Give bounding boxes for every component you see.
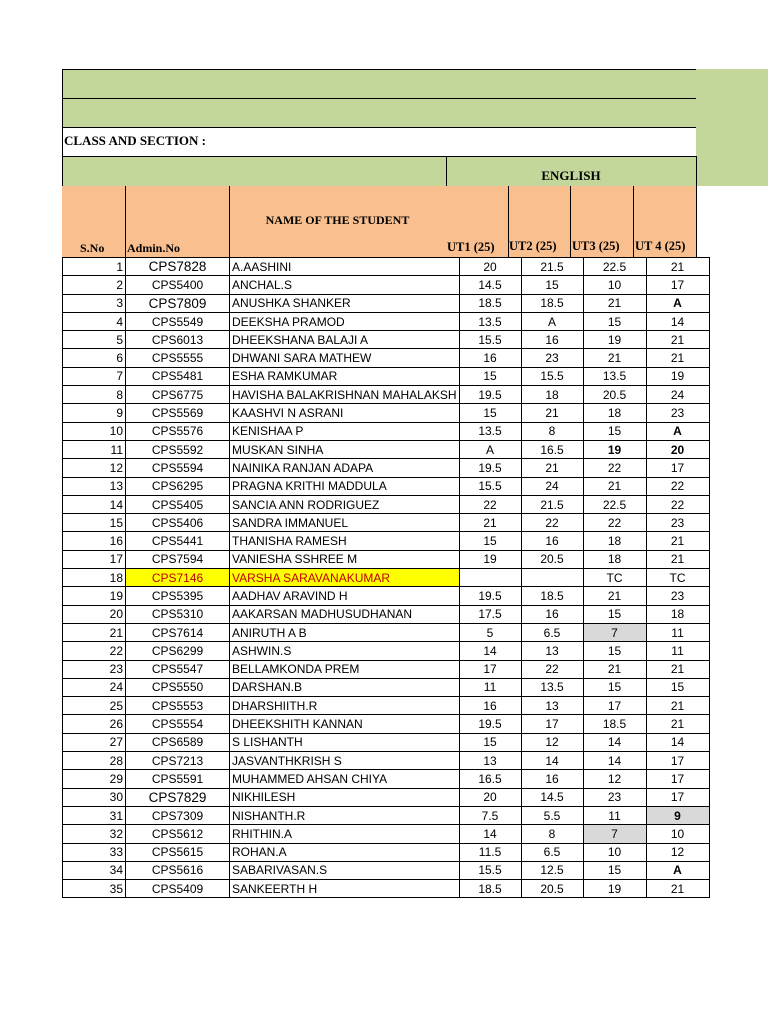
ut1-cell: 19.5 <box>459 587 521 605</box>
sno-cell: 5 <box>63 331 126 349</box>
table-row <box>63 569 710 587</box>
student-name-cell: THANISHA RAMESH <box>230 532 460 550</box>
sno-cell: 29 <box>63 770 126 788</box>
student-name-cell: KENISHAA P <box>230 422 460 440</box>
ut1-cell: 18.5 <box>459 880 521 898</box>
admin-no-cell: CPS7828 <box>126 258 230 276</box>
ut4-cell: 20 <box>646 440 709 458</box>
ut1-cell: 17.5 <box>459 605 521 623</box>
header-sno: S.No <box>80 241 105 255</box>
ut4-cell: 22 <box>646 477 709 495</box>
ut2-cell: 8 <box>521 825 583 843</box>
ut2-cell <box>521 569 583 587</box>
student-name-cell: AADHAV ARAVIND H <box>230 587 460 605</box>
sno-cell: 2 <box>63 276 126 294</box>
ut3-cell: 15 <box>583 422 646 440</box>
sno-cell: 1 <box>63 258 126 276</box>
sno-cell: 31 <box>63 806 126 824</box>
ut3-cell: 15 <box>583 678 646 696</box>
ut3-cell: 18 <box>583 550 646 568</box>
admin-no-cell: CPS5569 <box>126 404 230 422</box>
sno-cell: 30 <box>63 788 126 806</box>
ut3-cell: 22 <box>583 514 646 532</box>
student-name-cell: ANIRUTH A B <box>230 623 460 641</box>
col-border <box>125 186 126 257</box>
sno-cell: 25 <box>63 697 126 715</box>
ut4-cell: 10 <box>646 825 709 843</box>
student-name-cell: ESHA RAMKUMAR <box>230 367 460 385</box>
ut3-cell: 22 <box>583 459 646 477</box>
student-name-cell: PRAGNA KRITHI MADDULA <box>230 477 460 495</box>
ut4-cell: 21 <box>646 258 709 276</box>
ut1-cell: 20 <box>459 258 521 276</box>
admin-no-cell: CPS5405 <box>126 495 230 513</box>
ut1-cell: 19.5 <box>459 459 521 477</box>
ut2-cell: 21 <box>521 404 583 422</box>
sno-cell: 20 <box>63 605 126 623</box>
admin-no-cell: CPS5594 <box>126 459 230 477</box>
ut4-cell: 21 <box>646 331 709 349</box>
ut4-cell: 17 <box>646 459 709 477</box>
student-name-cell: DARSHAN.B <box>230 678 460 696</box>
sno-cell: 6 <box>63 349 126 367</box>
sno-cell: 7 <box>63 367 126 385</box>
table-row <box>63 806 710 824</box>
ut2-cell: 13 <box>521 642 583 660</box>
table-row <box>63 843 710 861</box>
ut2-cell: 14.5 <box>521 788 583 806</box>
ut2-cell: 22 <box>521 514 583 532</box>
ut3-cell: 10 <box>583 276 646 294</box>
ut4-cell: 23 <box>646 514 709 532</box>
admin-no-cell: CPS5555 <box>126 349 230 367</box>
header-ut3: UT3 (25) <box>572 239 620 253</box>
ut1-cell: 11.5 <box>459 843 521 861</box>
table-row <box>63 404 710 422</box>
ut4-cell: 21 <box>646 349 709 367</box>
ut4-cell: A <box>646 294 709 312</box>
admin-no-cell: CPS7809 <box>126 294 230 312</box>
ut2-cell: 18.5 <box>521 587 583 605</box>
student-name-cell: SANCIA ANN RODRIGUEZ <box>230 495 460 513</box>
ut4-cell: A <box>646 861 709 879</box>
ut2-cell: 21 <box>521 459 583 477</box>
header-ut2: UT2 (25) <box>509 239 557 253</box>
ut3-cell: 7 <box>583 825 646 843</box>
admin-no-cell: CPS5591 <box>126 770 230 788</box>
ut1-cell: 5 <box>459 623 521 641</box>
ut3-cell: 21 <box>583 477 646 495</box>
sno-cell: 24 <box>63 678 126 696</box>
table-row <box>63 880 710 898</box>
student-name-cell: DHWANI SARA MATHEW <box>230 349 460 367</box>
ut4-cell: 17 <box>646 788 709 806</box>
sno-cell: 28 <box>63 752 126 770</box>
sno-cell: 10 <box>63 422 126 440</box>
row-border <box>62 156 696 157</box>
ut2-cell: 12.5 <box>521 861 583 879</box>
admin-no-cell: CPS5481 <box>126 367 230 385</box>
ut2-cell: 15 <box>521 276 583 294</box>
ut3-cell: 17 <box>583 697 646 715</box>
admin-no-cell: CPS7309 <box>126 806 230 824</box>
sno-cell: 16 <box>63 532 126 550</box>
table-row <box>63 276 710 294</box>
ut2-cell: 12 <box>521 733 583 751</box>
ut3-cell: 18 <box>583 532 646 550</box>
ut4-cell: 23 <box>646 587 709 605</box>
table-row <box>63 642 710 660</box>
student-name-cell: NAINIKA RANJAN ADAPA <box>230 459 460 477</box>
admin-no-cell: CPS5409 <box>126 880 230 898</box>
ut1-cell: 19 <box>459 550 521 568</box>
table-row <box>63 477 710 495</box>
ut4-cell: 24 <box>646 386 709 404</box>
admin-no-cell: CPS6299 <box>126 642 230 660</box>
sno-cell: 32 <box>63 825 126 843</box>
row-border <box>62 69 696 70</box>
table-row <box>63 331 710 349</box>
ut2-cell: 6.5 <box>521 843 583 861</box>
ut4-cell: 17 <box>646 770 709 788</box>
header-admin-no: Admin.No <box>127 241 181 255</box>
sno-cell: 23 <box>63 660 126 678</box>
ut1-cell: 7.5 <box>459 806 521 824</box>
ut1-cell: 19.5 <box>459 386 521 404</box>
ut3-cell: 18 <box>583 404 646 422</box>
ut4-cell: 17 <box>646 752 709 770</box>
header-ut1: UT1 (25) <box>447 240 495 254</box>
ut4-cell: 18 <box>646 605 709 623</box>
ut4-cell: 9 <box>646 806 709 824</box>
ut3-cell: 20.5 <box>583 386 646 404</box>
student-name-cell: MUHAMMED AHSAN CHIYA <box>230 770 460 788</box>
ut3-cell: 21 <box>583 660 646 678</box>
ut4-cell: 21 <box>646 532 709 550</box>
ut1-cell: 13.5 <box>459 422 521 440</box>
table-row <box>63 861 710 879</box>
table-row <box>63 386 710 404</box>
table-row <box>63 788 710 806</box>
ut3-cell: 21 <box>583 294 646 312</box>
ut1-cell: 20 <box>459 788 521 806</box>
ut2-cell: 20.5 <box>521 550 583 568</box>
row-border <box>62 127 696 128</box>
admin-no-cell: CPS7213 <box>126 752 230 770</box>
student-name-cell: S LISHANTH <box>230 733 460 751</box>
table-row <box>63 367 710 385</box>
ut3-cell: 15 <box>583 861 646 879</box>
ut1-cell: 15.5 <box>459 477 521 495</box>
ut1-cell: 15 <box>459 733 521 751</box>
student-name-cell: ANCHAL.S <box>230 276 460 294</box>
table-row <box>63 550 710 568</box>
sno-cell: 9 <box>63 404 126 422</box>
ut1-cell: 21 <box>459 514 521 532</box>
sno-cell: 13 <box>63 477 126 495</box>
ut4-cell: 21 <box>646 697 709 715</box>
sno-cell: 8 <box>63 386 126 404</box>
ut1-cell: 15 <box>459 404 521 422</box>
admin-no-cell: CPS5553 <box>126 697 230 715</box>
table-row <box>63 678 710 696</box>
admin-no-cell: CPS6295 <box>126 477 230 495</box>
admin-no-cell: CPS5576 <box>126 422 230 440</box>
ut2-cell: 16 <box>521 770 583 788</box>
ut3-cell: 19 <box>583 440 646 458</box>
ut2-cell: A <box>521 312 583 330</box>
ut4-cell: A <box>646 422 709 440</box>
ut1-cell: 14 <box>459 642 521 660</box>
sno-cell: 21 <box>63 623 126 641</box>
table-row <box>63 697 710 715</box>
student-name-cell: RHITHIN.A <box>230 825 460 843</box>
sno-cell: 11 <box>63 440 126 458</box>
admin-no-cell: CPS5549 <box>126 312 230 330</box>
ut1-cell: 17 <box>459 660 521 678</box>
admin-no-cell: CPS7829 <box>126 788 230 806</box>
table-row <box>63 770 710 788</box>
sno-cell: 3 <box>63 294 126 312</box>
admin-no-cell: CPS5612 <box>126 825 230 843</box>
ut3-cell: 21 <box>583 349 646 367</box>
table-row <box>63 312 710 330</box>
sno-cell: 12 <box>63 459 126 477</box>
ut4-cell: 21 <box>646 660 709 678</box>
sno-cell: 19 <box>63 587 126 605</box>
ut3-cell: 22.5 <box>583 258 646 276</box>
ut2-cell: 18.5 <box>521 294 583 312</box>
table-row <box>63 825 710 843</box>
table-row <box>63 715 710 733</box>
student-name-cell: SANDRA IMMANUEL <box>230 514 460 532</box>
subject-heading: ENGLISH <box>541 168 601 183</box>
ut1-cell: 15 <box>459 367 521 385</box>
ut1-cell: 22 <box>459 495 521 513</box>
admin-no-cell: CPS7614 <box>126 623 230 641</box>
marks-table <box>62 257 710 898</box>
sno-cell: 34 <box>63 861 126 879</box>
table-row <box>63 495 710 513</box>
sno-cell: 33 <box>63 843 126 861</box>
ut1-cell: 16.5 <box>459 770 521 788</box>
sno-cell: 17 <box>63 550 126 568</box>
table-row <box>63 660 710 678</box>
ut1-cell: 18.5 <box>459 294 521 312</box>
ut3-cell: 14 <box>583 733 646 751</box>
table-row <box>63 440 710 458</box>
ut1-cell: A <box>459 440 521 458</box>
admin-no-cell: CPS5400 <box>126 276 230 294</box>
ut4-cell: 21 <box>646 715 709 733</box>
student-name-cell: ASHWIN.S <box>230 642 460 660</box>
ut3-cell: 7 <box>583 623 646 641</box>
ut3-cell: 15 <box>583 605 646 623</box>
sno-cell: 27 <box>63 733 126 751</box>
table-row <box>63 532 710 550</box>
table-row <box>63 623 710 641</box>
ut1-cell: 16 <box>459 697 521 715</box>
ut3-cell: 22.5 <box>583 495 646 513</box>
ut2-cell: 22 <box>521 660 583 678</box>
row-border <box>62 98 696 99</box>
ut1-cell: 15.5 <box>459 331 521 349</box>
ut2-cell: 5.5 <box>521 806 583 824</box>
ut3-cell: 12 <box>583 770 646 788</box>
table-row <box>63 422 710 440</box>
admin-no-cell: CPS5406 <box>126 514 230 532</box>
ut4-cell: 11 <box>646 642 709 660</box>
student-name-cell: SABARIVASAN.S <box>230 861 460 879</box>
admin-no-cell: CPS5616 <box>126 861 230 879</box>
ut1-cell: 16 <box>459 349 521 367</box>
ut4-cell: 22 <box>646 495 709 513</box>
ut4-cell: 17 <box>646 276 709 294</box>
ut1-cell: 13 <box>459 752 521 770</box>
ut2-cell: 13.5 <box>521 678 583 696</box>
student-name-cell: DHEEKSHANA BALAJI A <box>230 331 460 349</box>
ut4-cell: 21 <box>646 550 709 568</box>
admin-no-cell: CPS6589 <box>126 733 230 751</box>
ut2-cell: 20.5 <box>521 880 583 898</box>
admin-no-cell: CPS5615 <box>126 843 230 861</box>
student-name-cell: VARSHA SARAVANAKUMAR <box>230 569 460 587</box>
table-row <box>63 605 710 623</box>
sno-cell: 14 <box>63 495 126 513</box>
student-name-cell: DEEKSHA PRAMOD <box>230 312 460 330</box>
ut1-cell: 19.5 <box>459 715 521 733</box>
ut2-cell: 17 <box>521 715 583 733</box>
student-name-cell: HAVISHA BALAKRISHNAN MAHALAKSH <box>230 386 460 404</box>
student-name-cell: DHARSHIITH.R <box>230 697 460 715</box>
admin-no-cell: CPS5310 <box>126 605 230 623</box>
student-name-cell: JASVANTHKRISH S <box>230 752 460 770</box>
admin-no-cell: CPS5395 <box>126 587 230 605</box>
ut1-cell: 13.5 <box>459 312 521 330</box>
sno-cell: 26 <box>63 715 126 733</box>
ut2-cell: 8 <box>521 422 583 440</box>
ut1-cell <box>459 569 521 587</box>
class-section-label: CLASS AND SECTION : <box>64 133 206 148</box>
student-name-cell: NISHANTH.R <box>230 806 460 824</box>
ut2-cell: 23 <box>521 349 583 367</box>
ut3-cell: 23 <box>583 788 646 806</box>
student-name-cell: VANIESHA SSHREE M <box>230 550 460 568</box>
ut2-cell: 24 <box>521 477 583 495</box>
ut4-cell: 23 <box>646 404 709 422</box>
student-name-cell: SANKEERTH H <box>230 880 460 898</box>
admin-no-cell: CPS5441 <box>126 532 230 550</box>
ut3-cell: 11 <box>583 806 646 824</box>
ut1-cell: 15.5 <box>459 861 521 879</box>
table-row <box>63 733 710 751</box>
ut1-cell: 14.5 <box>459 276 521 294</box>
table-row <box>63 459 710 477</box>
ut3-cell: 13.5 <box>583 367 646 385</box>
ut3-cell: 21 <box>583 587 646 605</box>
admin-no-cell: CPS6013 <box>126 331 230 349</box>
ut2-cell: 16.5 <box>521 440 583 458</box>
ut2-cell: 16 <box>521 532 583 550</box>
ut1-cell: 14 <box>459 825 521 843</box>
table-row <box>63 514 710 532</box>
col-border <box>633 186 634 257</box>
admin-no-cell: CPS5550 <box>126 678 230 696</box>
sno-cell: 15 <box>63 514 126 532</box>
student-name-cell: KAASHVI N ASRANI <box>230 404 460 422</box>
ut2-cell: 18 <box>521 386 583 404</box>
header-student-name: NAME OF THE STUDENT <box>265 213 410 227</box>
ut4-cell: 19 <box>646 367 709 385</box>
table-row <box>63 294 710 312</box>
admin-no-cell: CPS5554 <box>126 715 230 733</box>
ut2-cell: 6.5 <box>521 623 583 641</box>
table-row <box>63 258 710 276</box>
ut2-cell: 21.5 <box>521 495 583 513</box>
ut3-cell: 19 <box>583 880 646 898</box>
ut3-cell: 14 <box>583 752 646 770</box>
sno-cell: 18 <box>63 569 126 587</box>
ut2-cell: 14 <box>521 752 583 770</box>
sno-cell: 4 <box>63 312 126 330</box>
ut4-cell: 12 <box>646 843 709 861</box>
ut2-cell: 16 <box>521 331 583 349</box>
ut2-cell: 16 <box>521 605 583 623</box>
student-name-cell: MUSKAN SINHA <box>230 440 460 458</box>
header-ut4: UT 4 (25) <box>635 239 686 253</box>
ut3-cell: 19 <box>583 331 646 349</box>
ut3-cell: 18.5 <box>583 715 646 733</box>
student-name-cell: ROHAN.A <box>230 843 460 861</box>
admin-no-cell: CPS7594 <box>126 550 230 568</box>
table-row <box>63 349 710 367</box>
table-row <box>63 587 710 605</box>
col-border <box>696 156 697 257</box>
ut4-cell: 11 <box>646 623 709 641</box>
admin-no-cell: CPS7146 <box>126 569 230 587</box>
student-name-cell: AAKARSAN MADHUSUDHANAN <box>230 605 460 623</box>
ut2-cell: 13 <box>521 697 583 715</box>
table-row <box>63 752 710 770</box>
sno-cell: 22 <box>63 642 126 660</box>
ut4-cell: 14 <box>646 733 709 751</box>
student-name-cell: BELLAMKONDA PREM <box>230 660 460 678</box>
ut1-cell: 15 <box>459 532 521 550</box>
ut3-cell: TC <box>583 569 646 587</box>
student-name-cell: A.AASHINI <box>230 258 460 276</box>
student-name-cell: NIKHILESH <box>230 788 460 806</box>
student-name-cell: DHEEKSHITH KANNAN <box>230 715 460 733</box>
ut2-cell: 21.5 <box>521 258 583 276</box>
admin-no-cell: CPS5592 <box>126 440 230 458</box>
ut4-cell: 21 <box>646 880 709 898</box>
ut2-cell: 15.5 <box>521 367 583 385</box>
ut3-cell: 15 <box>583 312 646 330</box>
admin-no-cell: CPS6775 <box>126 386 230 404</box>
sno-cell: 35 <box>63 880 126 898</box>
ut4-cell: 15 <box>646 678 709 696</box>
ut3-cell: 10 <box>583 843 646 861</box>
ut1-cell: 11 <box>459 678 521 696</box>
col-border <box>570 186 571 257</box>
student-name-cell: ANUSHKA SHANKER <box>230 294 460 312</box>
admin-no-cell: CPS5547 <box>126 660 230 678</box>
ut4-cell: 14 <box>646 312 709 330</box>
ut4-cell: TC <box>646 569 709 587</box>
ut3-cell: 15 <box>583 642 646 660</box>
